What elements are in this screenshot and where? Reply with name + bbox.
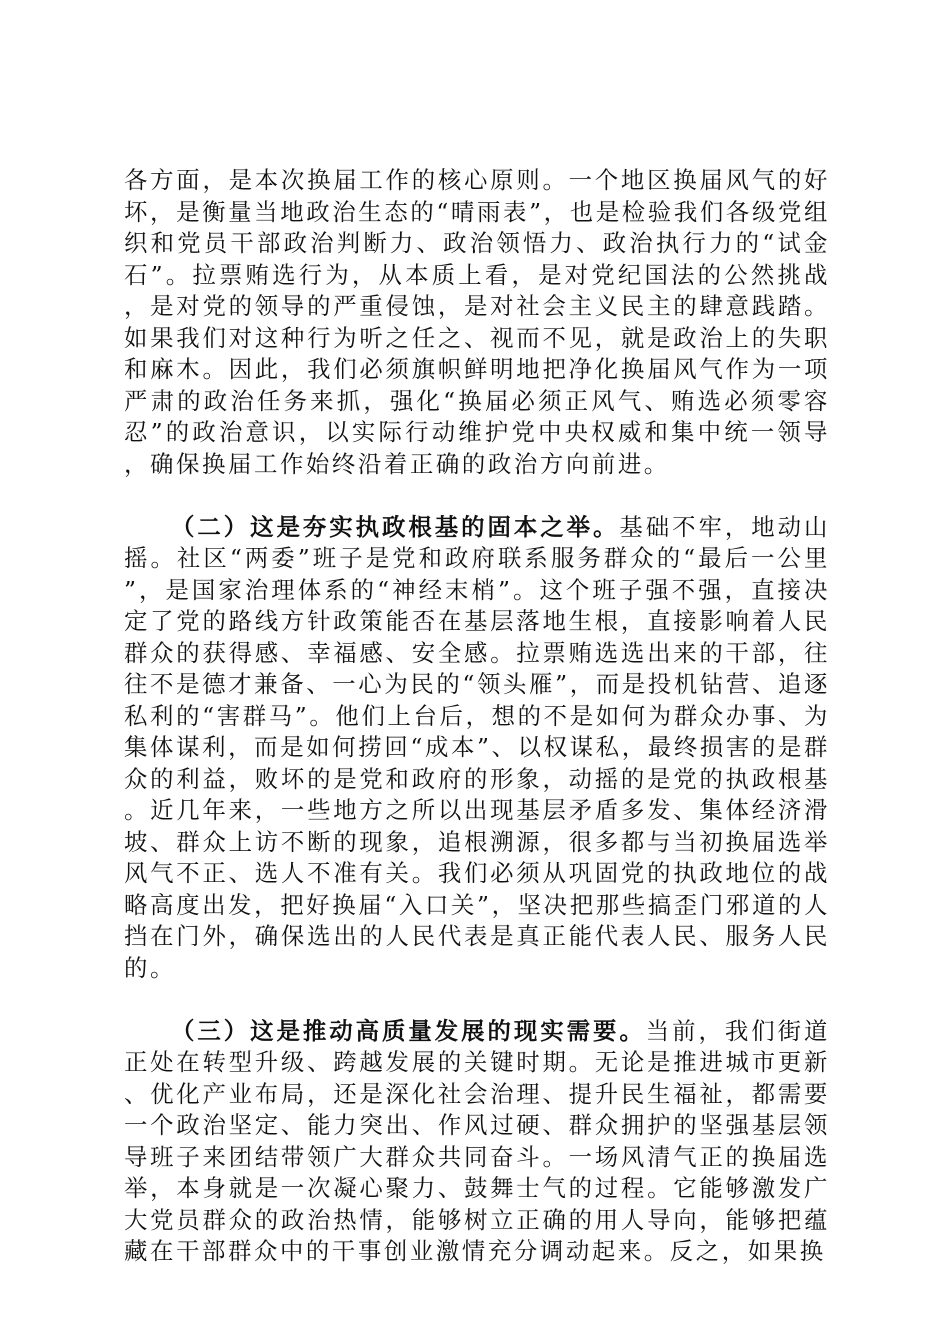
document-body bbox=[124, 165, 830, 1268]
section-heading: （二）这是夯实执政根基的固本之举。 bbox=[171, 512, 620, 541]
paragraph-text: 基础不牢，地动山摇。社区“两委”班子是党和政府联系服务群众的“最后一公里”，是国家治理体系的“神经末梢”。这个班子强不强，直接决定了党的路线方针政策能否在基层落地生根，直接影响着人民群众的获得感、幸福感、安全感。拉票贿选选出来的干部，往往不是德才兼备、一心为民的“领头雁”，而是投机钻营、追逐私利的“害群马”。他们上台后，想的不是如何为群众办事、为集体谋利，而是如何捞回“成本”、以权谋私，最终损害的是群众的利益，败坏的是党和政府的形象，动摇的是党的执政根基。近几年来，一些地方之所以出现基层矛盾多发、集体经济滑坡、群众上访不断的现象，追根溯源，很多都与当初换届选举风气不正、选人不准有关。我们必须从巩固党的执政地位的战略高度出发，把好换届“入口关”，坚决把那些搞歪门邪道的人挡在门外，确保选出的人民代表是真正能代表人民、服务人民的。 bbox=[124, 512, 830, 982]
paragraph-text: 各方面，是本次换届工作的核心原则。一个地区换届风气的好坏，是衡量当地政治生态的“晴雨表”，也是检验我们各级党组织和党员干部政治判断力、政治领悟力、政治执行力的“试金石”。拉票贿选行为，从本质上看，是对党纪国法的公然挑战，是对党的领导的严重侵蚀，是对社会主义民主的肆意践踏。如果我们对这种行为听之任之、视而不见，就是政治上的失职和麻木。因此，我们必须旗帜鲜明地把净化换届风气作为一项严肃的政治任务来抓，强化“换届必须正风气、贿选必须零容忍”的政治意识，以实际行动维护党中央权威和集中统一领导，确保换届工作始终沿着正确的政治方向前进。 bbox=[124, 166, 830, 478]
section-heading: （三）这是推动高质量发展的现实需要。 bbox=[171, 1016, 646, 1045]
paragraph-section-3 bbox=[124, 1016, 830, 1268]
paragraph-continuation bbox=[124, 165, 830, 480]
paragraph-text: 当前，我们街道正处在转型升级、跨越发展的关键时期。无论是推进城市更新、优化产业布局，还是深化社会治理、提升民生福祉，都需要一个政治坚定、能力突出、作风过硬、群众拥护的坚强基层领导班子来团结带领广大群众共同奋斗。一场风清气正的换届选举，本身就是一次凝心聚力、鼓舞士气的过程。它能够激发广大党员群众的政治热情，能够树立正确的用人导向，能够把蕴藏在干部群众中的干事创业激情充分调动起来。反之，如果换 bbox=[124, 1016, 830, 1265]
paragraph-section-2 bbox=[124, 512, 830, 985]
